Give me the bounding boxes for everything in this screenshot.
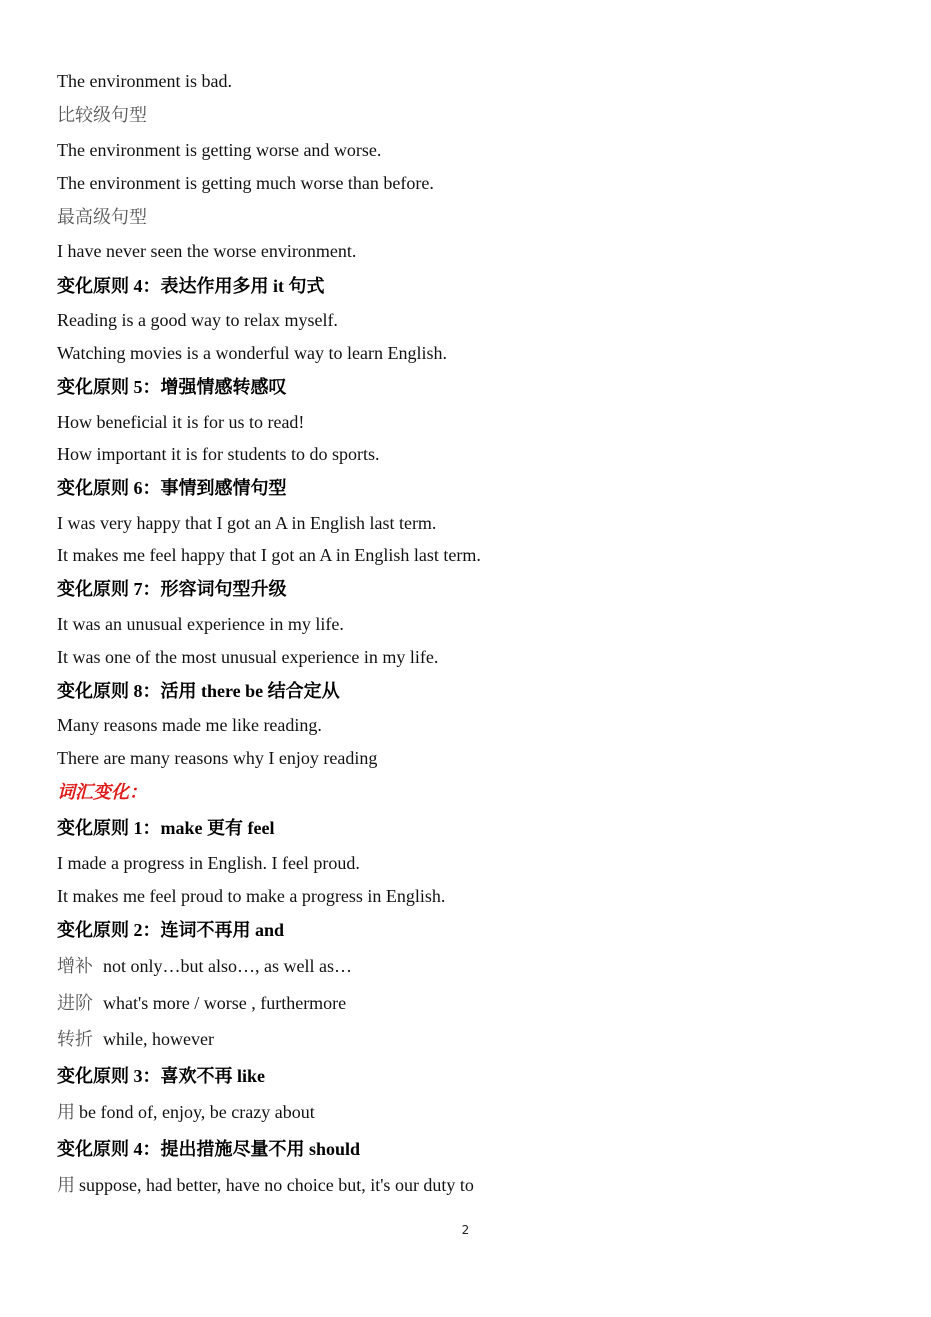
usage-text: be fond of, enjoy, be crazy about: [79, 1102, 315, 1122]
sentence-line: I have never seen the worse environment.: [57, 241, 357, 261]
rule-heading: 变化原则 7：形容词句型升级: [57, 579, 287, 599]
usage-label: 增补: [57, 956, 93, 976]
sentence-line: There are many reasons why I enjoy reading: [57, 748, 378, 768]
sentence-line: Many reasons made me like reading.: [57, 715, 322, 735]
usage-line: [57, 992, 346, 1014]
usage-text: suppose, had better, have no choice but, it's our duty to: [79, 1175, 474, 1195]
sentence-line: The environment is bad.: [57, 71, 232, 91]
section-label: 比较级句型: [57, 105, 147, 125]
usage-label: 用: [57, 1175, 75, 1195]
sentence-line: I made a progress in English. I feel proud.: [57, 853, 360, 873]
sentence-line: How beneficial it is for us to read!: [57, 412, 305, 432]
usage-line: [57, 955, 352, 977]
vocabulary-section-title: 词汇变化：: [57, 782, 147, 802]
usage-label: 转折: [57, 1029, 93, 1049]
usage-text: while, however: [103, 1029, 214, 1049]
rule-heading: 变化原则 4：表达作用多用 it 句式: [57, 276, 325, 296]
rule-heading: 变化原则 6：事情到感情句型: [57, 478, 287, 498]
rule-heading: 变化原则 1：make 更有 feel: [57, 818, 275, 838]
rule-heading: 变化原则 5：增强情感转感叹: [57, 377, 287, 397]
section-label: 最高级句型: [57, 207, 147, 227]
sentence-line: It makes me feel proud to make a progress in English.: [57, 886, 446, 906]
rule-heading: 变化原则 3：喜欢不再 like: [57, 1066, 266, 1086]
rule-heading: 变化原则 4：提出措施尽量不用 should: [57, 1139, 361, 1159]
sentence-line: Reading is a good way to relax myself.: [57, 310, 338, 330]
rule-heading: 变化原则 8：活用 there be 结合定从: [57, 681, 340, 701]
usage-line: [57, 1101, 315, 1123]
rule-heading: 变化原则 2：连词不再用 and: [57, 920, 285, 940]
sentence-line: Watching movies is a wonderful way to learn English.: [57, 343, 447, 363]
sentence-line: How important it is for students to do sports.: [57, 444, 380, 464]
usage-line: [57, 1174, 474, 1196]
page-number: 2: [461, 1223, 470, 1237]
sentence-line: It was one of the most unusual experience in my life.: [57, 647, 439, 667]
usage-label: 用: [57, 1102, 75, 1122]
usage-line: [57, 1028, 214, 1050]
sentence-line: The environment is getting much worse than before.: [57, 173, 434, 193]
usage-label: 进阶: [57, 993, 93, 1013]
sentence-line: I was very happy that I got an A in English last term.: [57, 513, 437, 533]
usage-text: not only…but also…, as well as…: [103, 956, 352, 976]
sentence-line: It makes me feel happy that I got an A in English last term.: [57, 545, 481, 565]
sentence-line: The environment is getting worse and worse.: [57, 140, 382, 160]
sentence-line: It was an unusual experience in my life.: [57, 614, 344, 634]
usage-text: what's more / worse , furthermore: [103, 993, 347, 1013]
